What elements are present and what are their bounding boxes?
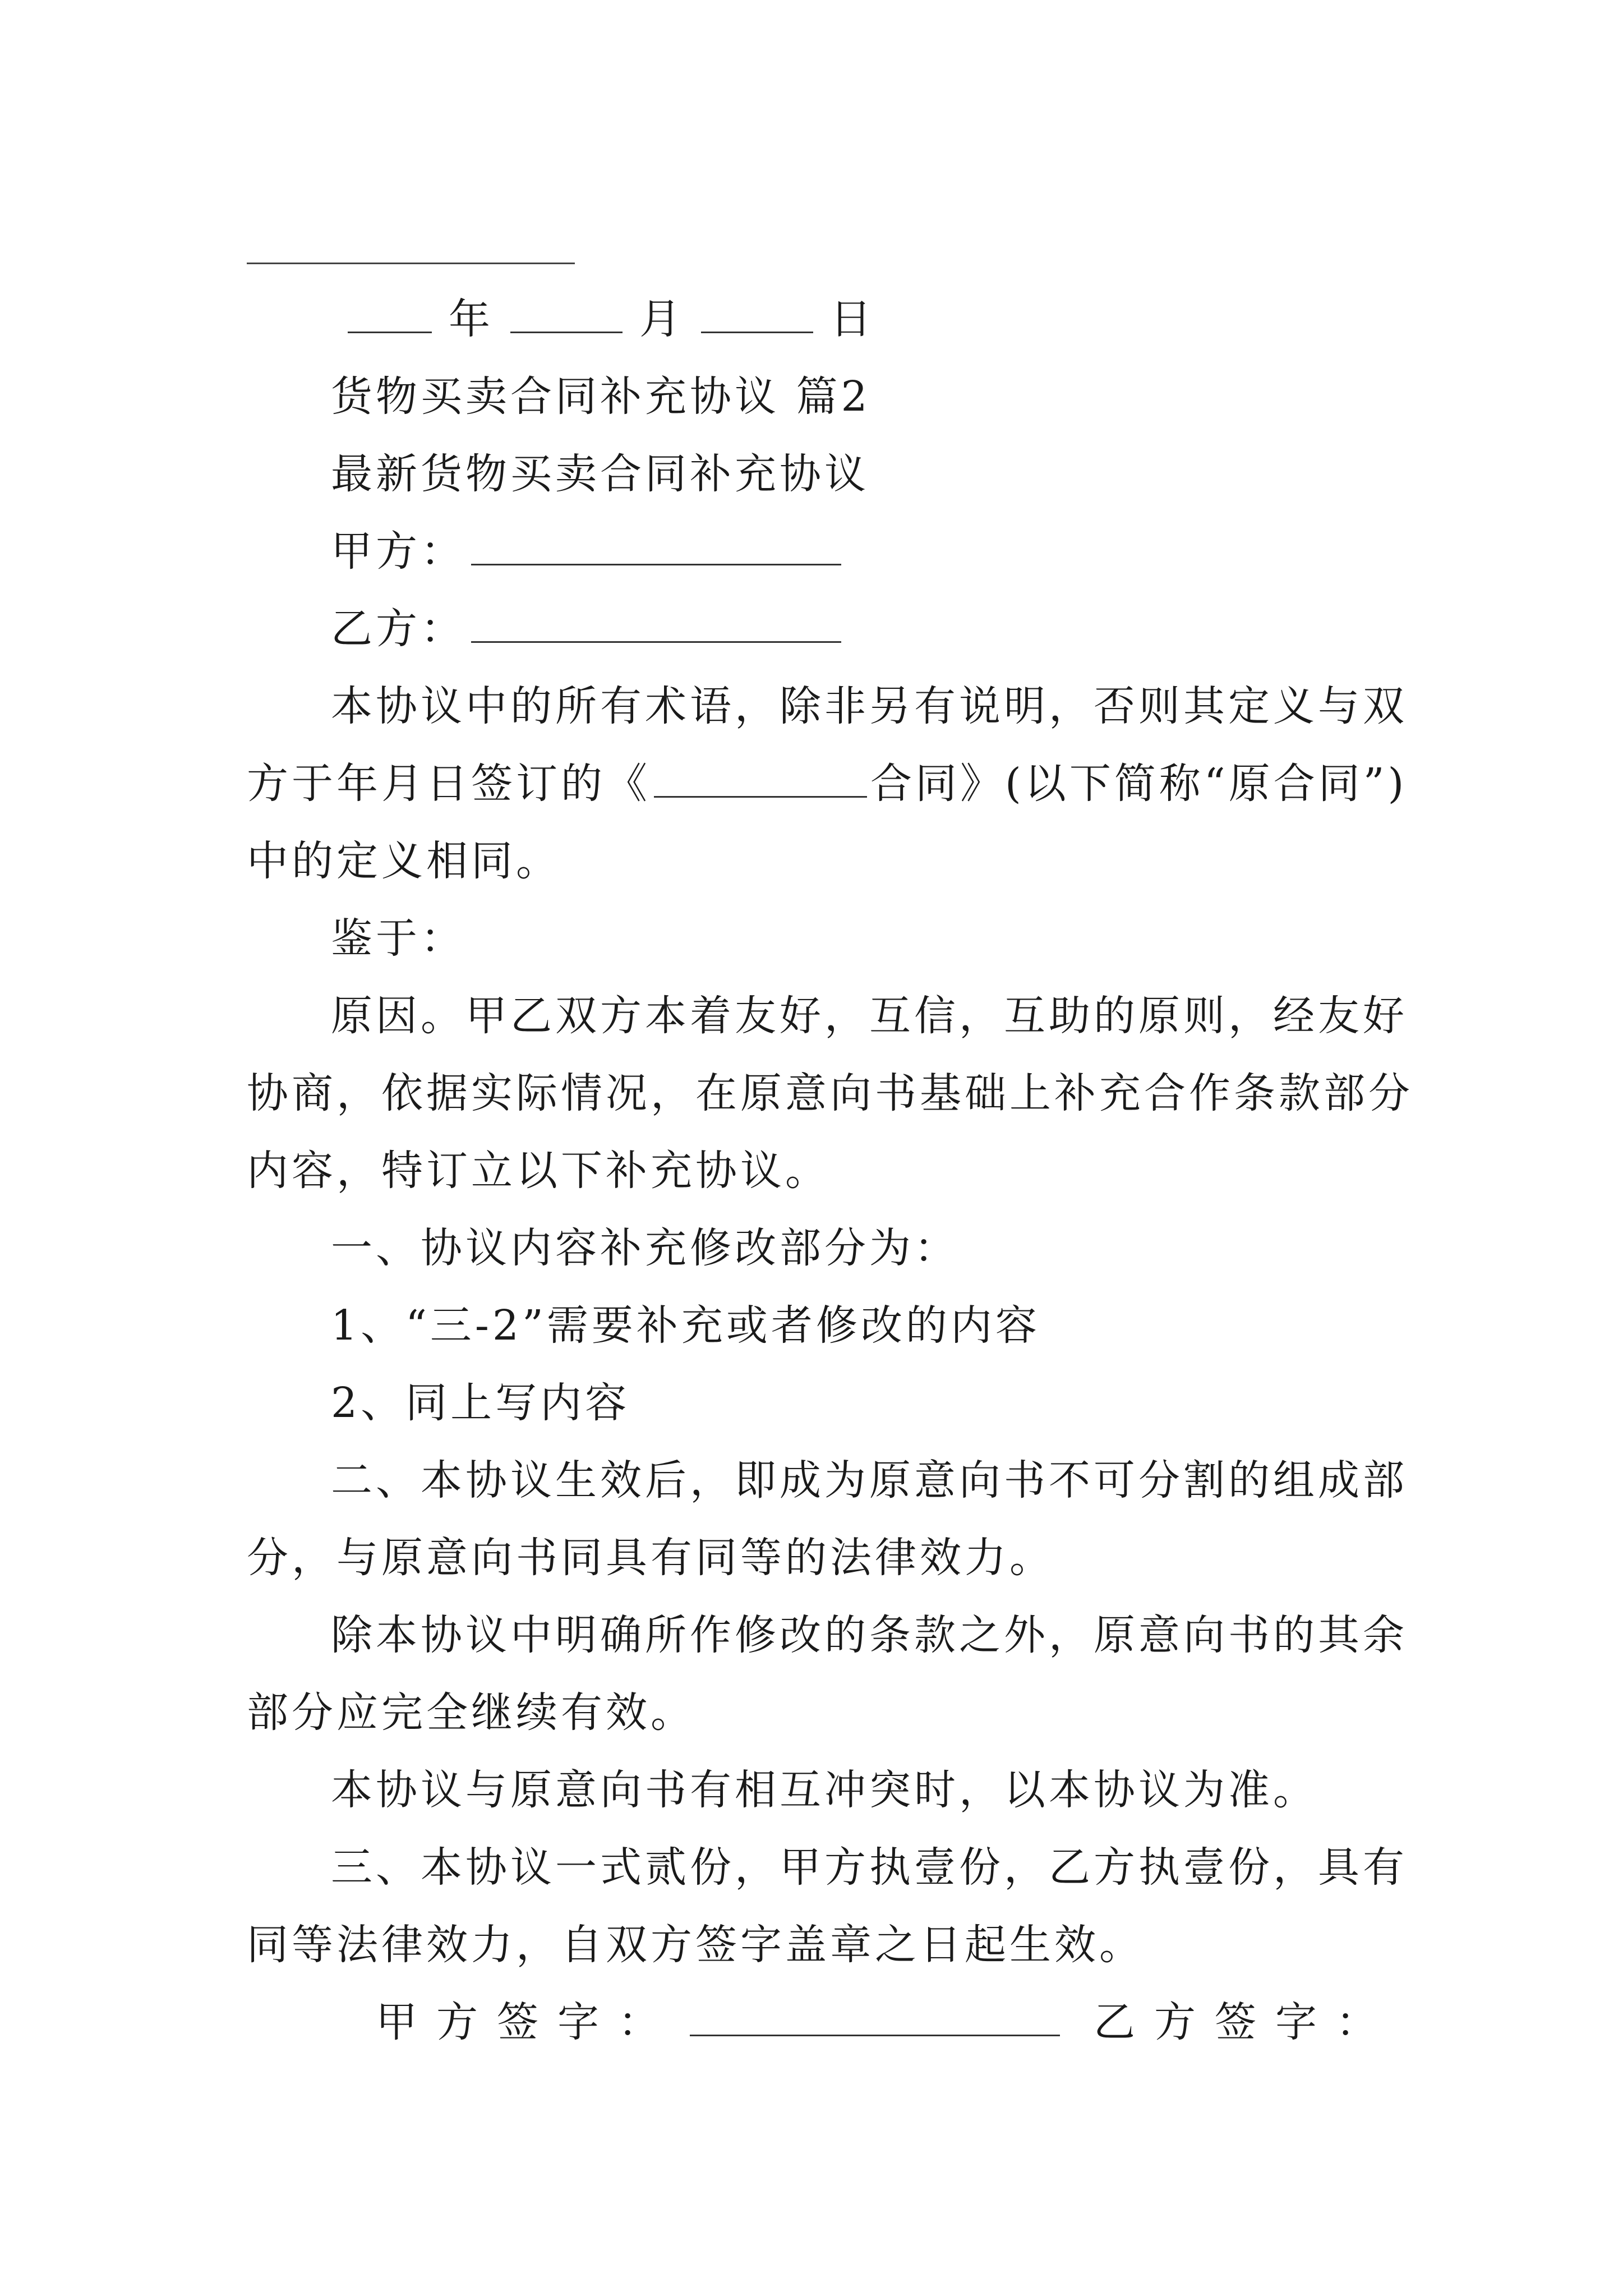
year-label: 年 — [449, 295, 494, 343]
top-rule — [247, 263, 575, 264]
section1: 一、协议内容补充修改部分为： — [331, 1224, 959, 1272]
year-blank — [348, 292, 432, 333]
party-b-label: 乙方： — [331, 605, 465, 653]
para1-line3: 中的定义相同。 — [247, 837, 561, 885]
month-label: 月 — [639, 295, 684, 343]
para1-line2 — [247, 745, 1441, 822]
item2: 2、同上写内容 — [331, 1379, 630, 1427]
contract-name-blank — [654, 757, 867, 798]
jianyu: 鉴于： — [331, 914, 465, 963]
section3-line1: 三、本协议一式贰份，甲方执壹份，乙方执壹份，具有 — [331, 1843, 1408, 1892]
para2-line2: 协商，依据实际情况，在原意向书基础上补充合作条款部分 — [247, 1069, 1413, 1117]
para1-line2-after: 合同》(以下简称“原合同”) — [870, 760, 1408, 808]
party-a-line — [247, 513, 1441, 590]
party-b-line — [247, 590, 1441, 668]
party-a-signature-label: 甲方签字： — [376, 1998, 679, 2046]
signature-line — [247, 1984, 1441, 2061]
para2-line1: 原因。甲乙双方本着友好，互信，互助的原则，经友好 — [331, 992, 1408, 1040]
section2-line1: 二、本协议生效后，即成为原意向书不可分割的组成部 — [331, 1456, 1408, 1504]
party-a-label: 甲方： — [331, 527, 465, 576]
day-blank — [701, 292, 813, 333]
item1: 1、“三-2”需要补充或者修改的内容 — [331, 1301, 1040, 1350]
party-a-blank — [471, 524, 841, 565]
para1-line1: 本协议中的所有术语，除非另有说明，否则其定义与双 — [331, 682, 1408, 730]
day-label: 日 — [830, 295, 875, 343]
party-a-signature-blank — [690, 1995, 1060, 2036]
para1-line2-before: 方于年月日签订的《 — [247, 760, 651, 808]
month-blank — [510, 292, 623, 333]
heading: 货物买卖合同补充协议 篇2 — [331, 372, 871, 421]
section3-line2: 同等法律效力，自双方签字盖章之日起生效。 — [247, 1921, 1144, 1969]
para2-line3: 内容，特订立以下补充协议。 — [247, 1147, 830, 1195]
para4: 本协议与原意向书有相互冲突时，以本协议为准。 — [331, 1766, 1318, 1814]
party-b-blank — [471, 602, 841, 643]
party-b-signature-label: 乙方签字： — [1094, 1998, 1396, 2046]
subtitle: 最新货物买卖合同补充协议 — [331, 450, 869, 498]
para3-line2: 部分应完全继续有效。 — [247, 1688, 695, 1737]
date-line — [247, 280, 1441, 358]
para3-line1: 除本协议中明确所作修改的条款之外，原意向书的其余 — [331, 1611, 1408, 1659]
document-body — [247, 280, 1441, 2061]
section2-line2: 分，与原意向书同具有同等的法律效力。 — [247, 1534, 1054, 1582]
